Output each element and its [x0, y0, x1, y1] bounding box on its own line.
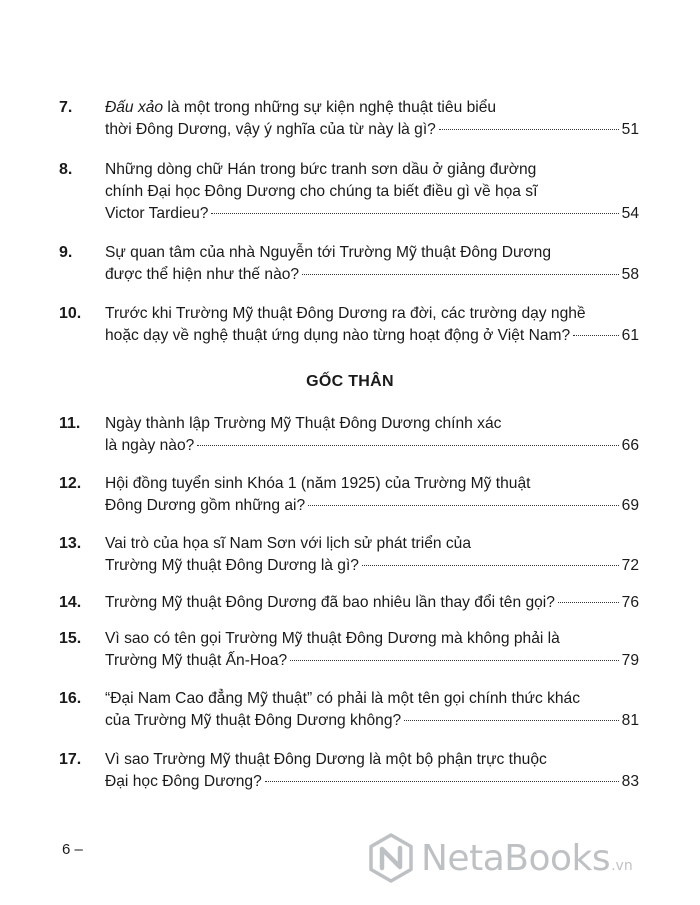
entry-number: 11. — [59, 415, 81, 432]
dot-leader — [302, 274, 619, 275]
entry-title — [105, 688, 639, 732]
entry-page: 54 — [621, 205, 639, 222]
entry-line: Victor Tardieu? — [105, 205, 209, 222]
dot-leader — [265, 781, 619, 782]
entry-line: Những dòng chữ Hán trong bức tranh sơn dầu ở giảng đường — [105, 161, 537, 178]
entry-page: 79 — [621, 652, 639, 669]
entry-line: Trường Mỹ thuật Ấn-Hoa? — [105, 652, 288, 669]
entry-page: 72 — [621, 557, 639, 574]
entry-page: 58 — [621, 266, 639, 283]
dot-leader — [558, 602, 619, 603]
dot-leader — [290, 660, 618, 661]
entry-title — [105, 97, 639, 141]
watermark — [365, 828, 695, 888]
dot-leader — [404, 720, 618, 721]
entry-title — [105, 303, 639, 347]
entry-line: Ngày thành lập Trường Mỹ Thuật Đông Dương chính xác — [105, 415, 502, 432]
entry-page: 76 — [621, 594, 639, 611]
entry-title — [105, 242, 639, 286]
entry-line: của Trường Mỹ thuật Đông Dương không? — [105, 712, 402, 729]
entry-line: Vai trò của họa sĩ Nam Sơn với lịch sử phát triển của — [105, 535, 472, 552]
footer-page-number: 6 – — [62, 841, 83, 858]
entry-line: “Đại Nam Cao đẳng Mỹ thuật” có phải là một tên gọi chính thức khác — [105, 690, 581, 707]
entry-number: 13. — [59, 535, 82, 552]
entry-number: 17. — [59, 751, 82, 768]
entry-line: thời Đông Dương, vậy ý nghĩa của từ này là gì? — [105, 121, 436, 138]
entry-page: 66 — [621, 437, 639, 454]
section-title: GỐC THÂN — [306, 373, 394, 390]
entry-line: Hội đồng tuyển sinh Khóa 1 (năm 1925) của Trường Mỹ thuật — [105, 475, 531, 492]
entry-page: 61 — [621, 327, 639, 344]
entry-number: 15. — [59, 630, 82, 647]
entry-line: Trước khi Trường Mỹ thuật Đông Dương ra đời, các trường dạy nghề — [105, 305, 586, 322]
dot-leader — [573, 335, 618, 336]
entry-line: là ngày nào? — [105, 437, 195, 454]
entry-number: 7. — [59, 99, 73, 116]
entry-line: Trường Mỹ thuật Đông Dương là gì? — [105, 557, 359, 574]
entry-title — [105, 413, 639, 457]
entry-line: Đại học Đông Dương? — [105, 773, 262, 790]
entry-lead-rest: là một trong những sự kiện nghệ thuật tiêu biểu — [163, 99, 497, 116]
entry-line: Sự quan tâm của nhà Nguyễn tới Trường Mỹ thuật Đông Dương — [105, 244, 551, 261]
entry-title — [105, 592, 639, 614]
watermark-tld: .vn — [611, 858, 633, 874]
entry-page: 51 — [621, 121, 639, 138]
entry-number: 16. — [59, 690, 82, 707]
entry-title — [105, 749, 639, 793]
entry-page: 69 — [621, 497, 639, 514]
entry-line: Trường Mỹ thuật Đông Dương đã bao nhiêu lần thay đổi tên gọi? — [105, 594, 555, 611]
dot-leader — [439, 129, 619, 130]
entry-line: Đông Dương gồm những ai? — [105, 497, 306, 514]
entry-page: 83 — [621, 773, 639, 790]
entry-line: Vì sao Trường Mỹ thuật Đông Dương là một bộ phận trực thuộc — [105, 751, 547, 768]
entry-title — [105, 159, 639, 225]
entry-number: 10. — [59, 305, 82, 322]
entry-line: hoặc dạy về nghệ thuật ứng dụng nào từng hoạt động ở Việt Nam? — [105, 327, 571, 344]
entry-page: 81 — [621, 712, 639, 729]
entry-line: Vì sao có tên gọi Trường Mỹ thuật Đông Dương mà không phải là — [105, 630, 560, 647]
dot-leader — [197, 445, 618, 446]
entry-italic-lead: Đấu xảo — [105, 99, 164, 116]
dot-leader — [211, 213, 618, 214]
entry-number: 12. — [59, 475, 82, 492]
entry-title — [105, 628, 639, 672]
entry-line: chính Đại học Đông Dương cho chúng ta biết điều gì về họa sĩ — [105, 183, 538, 200]
entry-number: 8. — [59, 161, 73, 178]
watermark-brand: NetaBooks — [421, 837, 611, 879]
dot-leader — [308, 505, 618, 506]
entry-line: được thể hiện như thế nào? — [105, 266, 300, 283]
entry-title — [105, 473, 639, 517]
entry-title — [105, 533, 639, 577]
netabooks-logo-icon — [365, 832, 417, 884]
dot-leader — [362, 565, 619, 566]
entry-number: 14. — [59, 594, 82, 611]
entry-number: 9. — [59, 244, 73, 261]
